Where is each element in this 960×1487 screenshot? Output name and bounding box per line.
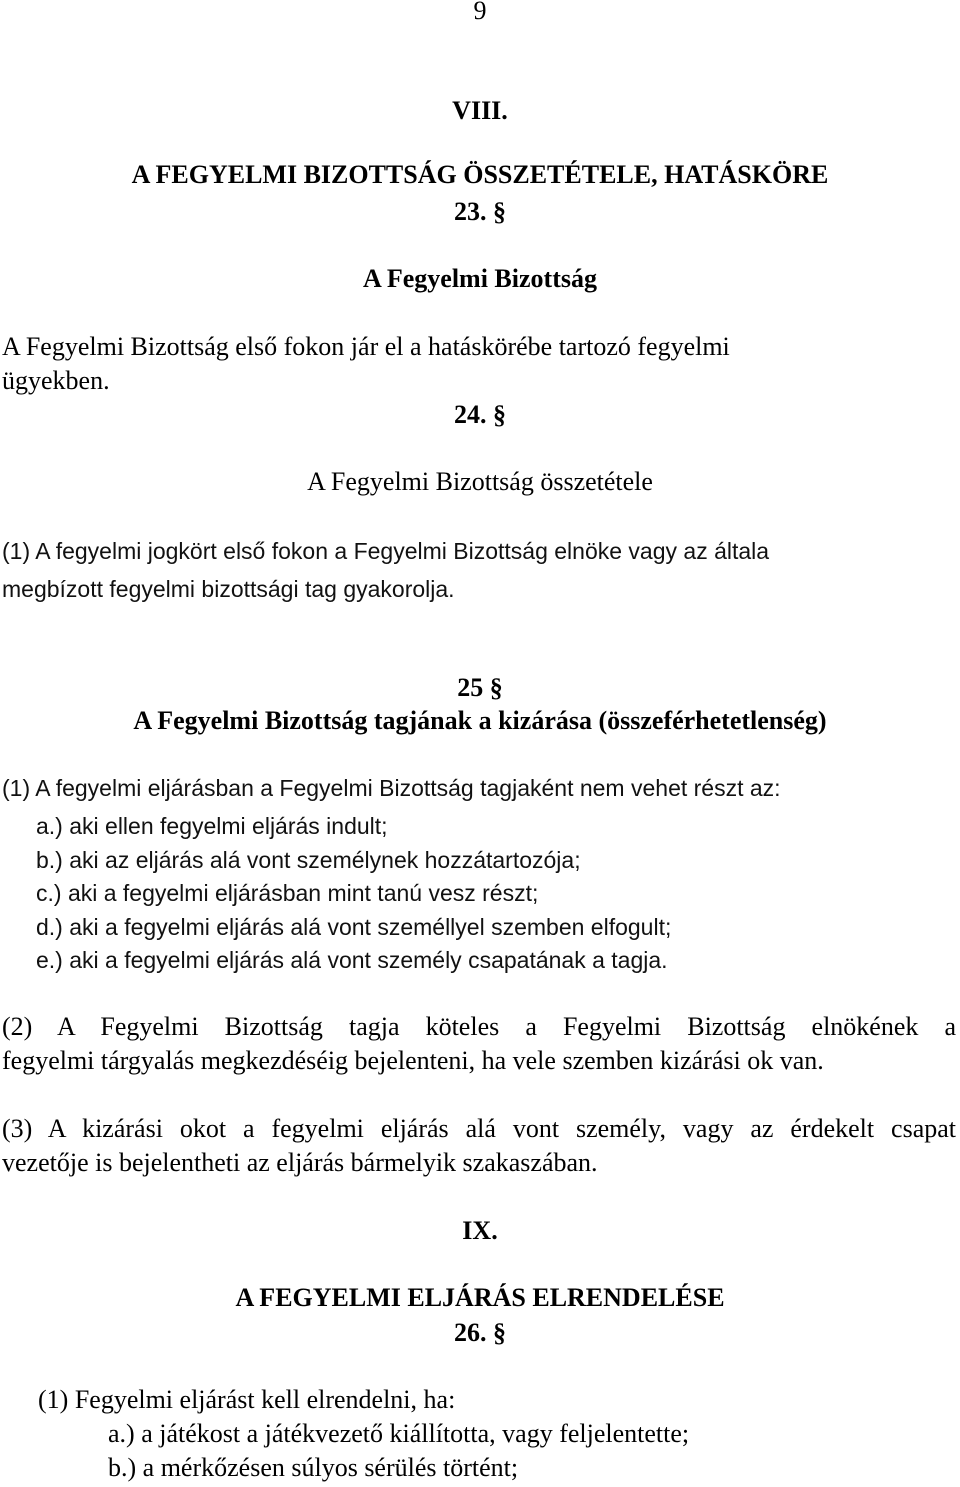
section-25-p3-line1: (3) A kizárási okot a fegyelmi eljárás alá vont személy, vagy az érdekelt csapat bbox=[2, 1114, 956, 1143]
section-25-p2-line2: fegyelmi tárgyalás megkezdéséig bejelenteni, ha vele szemben kizárási ok van. bbox=[2, 1046, 824, 1075]
section-25-number: 25 § bbox=[457, 673, 503, 702]
section-25-item-e: e.) aki a fegyelmi eljárás alá vont személy csapatának a tagja. bbox=[36, 947, 668, 973]
section-25-heading: A Fegyelmi Bizottság tagjának a kizárása (összeférhetetlenség) bbox=[133, 706, 827, 735]
chapter-ix-number: IX. bbox=[462, 1216, 498, 1245]
section-25-item-c: c.) aki a fegyelmi eljárásban mint tanú vesz részt; bbox=[36, 880, 539, 906]
section-25-p1-intro: (1) A fegyelmi eljárásban a Fegyelmi Bizottság tagjaként nem vehet részt az: bbox=[2, 775, 781, 801]
section-25-item-b: b.) aki az eljárás alá vont személynek hozzátartozója; bbox=[36, 847, 581, 873]
section-23-number: 23. § bbox=[454, 197, 506, 226]
section-23-text-line1: A Fegyelmi Bizottság első fokon jár el a hatáskörébe tartozó fegyelmi bbox=[2, 332, 730, 361]
section-24-p1-line2: megbízott fegyelmi bizottsági tag gyakorolja. bbox=[2, 576, 455, 602]
section-25-p3-line2: vezetője is bejelentheti az eljárás bármelyik szakaszában. bbox=[2, 1148, 598, 1177]
section-26-item-a: a.) a játékost a játékvezető kiállította, vagy feljelentette; bbox=[108, 1419, 690, 1448]
section-25-p2-line1: (2) A Fegyelmi Bizottság tagja köteles a Fegyelmi Bizottság elnökének a bbox=[2, 1012, 956, 1041]
section-26-p1-intro: (1) Fegyelmi eljárást kell elrendelni, ha: bbox=[38, 1385, 456, 1414]
section-24-p1-line1: (1) A fegyelmi jogkört első fokon a Fegyelmi Bizottság elnöke vagy az általa bbox=[2, 538, 770, 564]
chapter-ix-title: A FEGYELMI ELJÁRÁS ELRENDELÉSE bbox=[235, 1283, 725, 1312]
page-number: 9 bbox=[473, 0, 487, 25]
chapter-viii-number: VIII. bbox=[452, 96, 508, 125]
section-23-text-line2: ügyekben. bbox=[2, 366, 110, 395]
section-25-item-d: d.) aki a fegyelmi eljárás alá vont személlyel szemben elfogult; bbox=[36, 914, 672, 940]
section-26-item-b: b.) a mérkőzésen súlyos sérülés történt; bbox=[108, 1453, 519, 1482]
section-24-number: 24. § bbox=[454, 400, 506, 429]
section-25-item-a: a.) aki ellen fegyelmi eljárás indult; bbox=[36, 813, 388, 839]
section-26-number: 26. § bbox=[454, 1318, 506, 1347]
section-24-heading: A Fegyelmi Bizottság összetétele bbox=[307, 467, 653, 496]
chapter-viii-title: A FEGYELMI BIZOTTSÁG ÖSSZETÉTELE, HATÁSKÖRE bbox=[131, 160, 829, 189]
section-23-heading: A Fegyelmi Bizottság bbox=[363, 264, 597, 293]
